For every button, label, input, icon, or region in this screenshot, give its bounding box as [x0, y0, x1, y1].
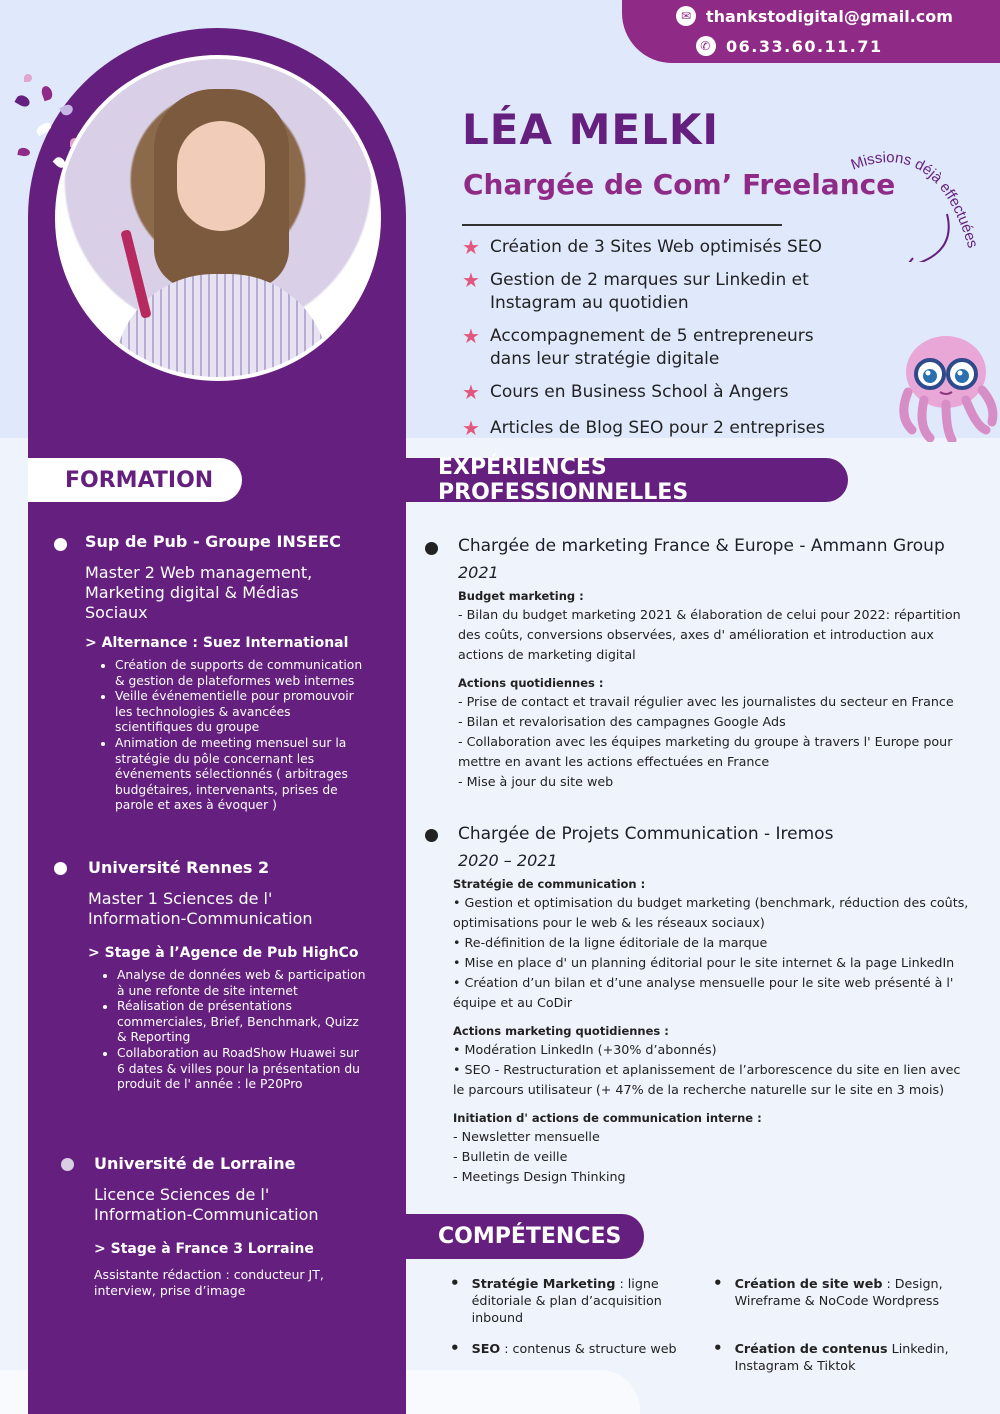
- candidate-name: LÉA MELKI: [462, 105, 720, 154]
- skill-item: • Stratégie Marketing : ligne éditoriale & plan d’acquisition inbound: [450, 1274, 662, 1325]
- timeline-dot: [61, 1158, 74, 1171]
- candidate-role: Chargée de Com’ Freelance: [463, 168, 896, 201]
- photo-face: [177, 121, 265, 231]
- experience-line: • Modération LinkedIn (+30% d’abonnés): [453, 1042, 717, 1057]
- experience-line: • Mise en place d' un planning éditorial pour le site internet & la page LinkedIn: [453, 955, 955, 970]
- skill-text: Design, Wireframe & NoCode Wordpress: [734, 1276, 943, 1308]
- formation-school: Sup de Pub - Groupe INSEEC: [85, 532, 341, 551]
- experience-line: • SEO - Restructuration et aplanissement de l’arborescence du site en lien avec le parcours utilisateur (+ 47% de la recherche naturelle sur le site en 3 mois): [453, 1062, 961, 1097]
- experience-line: - Newsletter mensuelle: [453, 1129, 600, 1144]
- list-item: • Animation de meeting mensuel sur la stratégie du pôle concernant les événements sélectionnés ( arbitrages budgétaires, intervenants, prises de parole et axes à évoquer ): [115, 736, 370, 814]
- list-item: • Veille événementielle pour promouvoir les technologies & avancées scientifiques du groupe: [115, 689, 370, 736]
- skill-label: SEO: [471, 1341, 501, 1356]
- list-item: • Analyse de données web & participation à une refonte de site internet: [117, 968, 370, 999]
- skill-item: • Création de contenus Linkedin, Instagram & Tiktok: [713, 1339, 949, 1373]
- formation-degree: Master 2 Web management, Marketing digital & Médias Sociaux: [85, 563, 313, 622]
- experience-line: - Meetings Design Thinking: [453, 1169, 626, 1184]
- formation-entry: [54, 532, 364, 814]
- svg-text:Missions déjà effectuées: [849, 149, 981, 250]
- experience-details: [453, 875, 970, 1187]
- formation-track: > Alternance : Suez International: [85, 635, 349, 651]
- mission-item: ★ Accompagnement de 5 entrepreneurs dans leur stratégie digitale: [462, 324, 814, 369]
- experience-line: • Re-définition de la ligne éditoriale de la marque: [453, 935, 768, 950]
- experience-group-heading: Initiation d' actions de communication interne :: [453, 1111, 762, 1125]
- missions-list: [462, 236, 842, 450]
- formation-text: Assistante rédaction : conducteur JT, interview, prise d’image: [94, 1267, 324, 1298]
- mail-icon: ✉: [676, 6, 696, 26]
- timeline-dot: [425, 542, 438, 555]
- contact-email-row[interactable]: [676, 6, 953, 26]
- skill-text: ligne éditoriale & plan d’acquisition inbound: [471, 1276, 662, 1325]
- formation-track: > Stage à France 3 Lorraine: [94, 1241, 314, 1257]
- skill-label: Création de site web: [734, 1276, 883, 1291]
- list-item: • Création de supports de communication & gestion de plateformes web internes: [115, 658, 370, 689]
- formation-school: Université Rennes 2: [88, 858, 270, 877]
- skill-text: contenus & structure web: [512, 1341, 677, 1356]
- experience-group-heading: Budget marketing :: [458, 589, 584, 603]
- list-item: • Réalisation de présentations commerciales, Brief, Benchmark, Quizz & Reporting: [117, 999, 370, 1046]
- mission-item: ★ Création de 3 Sites Web optimisés SEO: [462, 235, 822, 259]
- formation-entry: [54, 858, 364, 1093]
- contact-phone-row[interactable]: [696, 36, 883, 56]
- photo-shirt: [114, 274, 329, 381]
- curved-arrow-icon: [909, 214, 949, 262]
- experience-group-heading: Stratégie de communication :: [453, 877, 646, 891]
- timeline-dot: [54, 862, 67, 875]
- timeline-dot: [54, 538, 67, 551]
- list-item: • Collaboration au RoadShow Huawei sur 6 dates & villes pour la présentation du produit de l' année : le P20Pro: [117, 1046, 370, 1093]
- contact-box: [622, 0, 1000, 63]
- formation-entry: [61, 1154, 371, 1299]
- experience-title: Chargée de Projets Communication - Iremos: [458, 824, 834, 844]
- contact-email[interactable]: thankstodigital@gmail.com: [706, 6, 953, 26]
- missions-tag: [847, 142, 987, 262]
- experience-line: - Bulletin de veille: [453, 1149, 568, 1164]
- formation-degree: Master 1 Sciences de l' Information-Communication: [88, 889, 313, 928]
- formation-tasks: [85, 658, 370, 814]
- skill-label: Création de contenus: [734, 1341, 888, 1356]
- experience-line: • Création d’un bilan et d’une analyse mensuelle pour le site web présenté à l' équipe et au CoDir: [453, 975, 954, 1010]
- formation-tasks: [88, 968, 370, 1093]
- star-icon: ★: [462, 416, 480, 440]
- skill-text: Linkedin, Instagram & Tiktok: [734, 1341, 949, 1373]
- star-icon: ★: [462, 235, 480, 259]
- phone-icon: ✆: [696, 36, 716, 56]
- star-icon: ★: [462, 324, 480, 348]
- experience-group-heading: Actions marketing quotidiennes :: [453, 1024, 669, 1038]
- star-icon: ★: [462, 380, 480, 404]
- experience-entry: [425, 536, 970, 792]
- experience-entry: [425, 824, 970, 1187]
- mission-item: ★ Cours en Business School à Angers: [462, 380, 789, 404]
- star-icon: ★: [462, 268, 480, 292]
- formation-degree: Licence Sciences de l' Information-Communication: [94, 1185, 319, 1224]
- experience-line: - Prise de contact et travail régulier avec les journalistes du secteur en France: [458, 694, 954, 709]
- section-competences-title: COMPÉTENCES: [406, 1214, 644, 1259]
- skill-item: • SEO : contenus & structure web: [450, 1339, 677, 1357]
- skill-label: Stratégie Marketing: [471, 1276, 616, 1291]
- experience-title: Chargée de marketing France & Europe - Ammann Group: [458, 536, 945, 556]
- mission-item: ★ Gestion de 2 marques sur Linkedin et Instagram au quotidien: [462, 268, 809, 313]
- profile-photo: [55, 55, 381, 381]
- header-divider: [462, 224, 782, 226]
- experience-line: • Gestion et optimisation du budget marketing (benchmark, réduction des coûts, optimisations pour le web & les réseaux sociaux): [453, 895, 969, 930]
- formation-school: Université de Lorraine: [94, 1154, 296, 1173]
- skill-item: • Création de site web : Design, Wireframe & NoCode Wordpress: [713, 1274, 943, 1308]
- experience-period: 2020 – 2021: [458, 851, 558, 870]
- experience-line: - Bilan du budget marketing 2021 & élaboration de celui pour 2022: répartition des coûts, conversions observées, axes d' amélioration et introduction aux actions de marketing digital: [458, 607, 961, 662]
- contact-phone[interactable]: 06.33.60.11.71: [726, 36, 883, 56]
- octopus-mascot-icon: [894, 330, 998, 442]
- section-formation-title: FORMATION: [28, 458, 242, 502]
- experience-details: [458, 587, 970, 792]
- mission-item: ★ Articles de Blog SEO pour 2 entreprises: [462, 416, 825, 440]
- timeline-dot: [425, 829, 438, 842]
- photo-pen: [120, 229, 151, 319]
- experience-line: - Bilan et revalorisation des campagnes Google Ads: [458, 714, 786, 729]
- experience-line: - Mise à jour du site web: [458, 774, 614, 789]
- formation-track: > Stage à l’Agence de Pub HighCo: [88, 945, 359, 961]
- experience-group-heading: Actions quotidiennes :: [458, 676, 604, 690]
- section-experiences-title: EXPÉRIENCES PROFESSIONNELLES: [406, 458, 848, 502]
- missions-tag-text: Missions déjà effectuées: [848, 149, 982, 251]
- experience-period: 2021: [458, 563, 499, 582]
- experience-line: - Collaboration avec les équipes marketing du groupe à travers l' Europe pour mettre en avant les actions effectuées en France: [458, 734, 953, 769]
